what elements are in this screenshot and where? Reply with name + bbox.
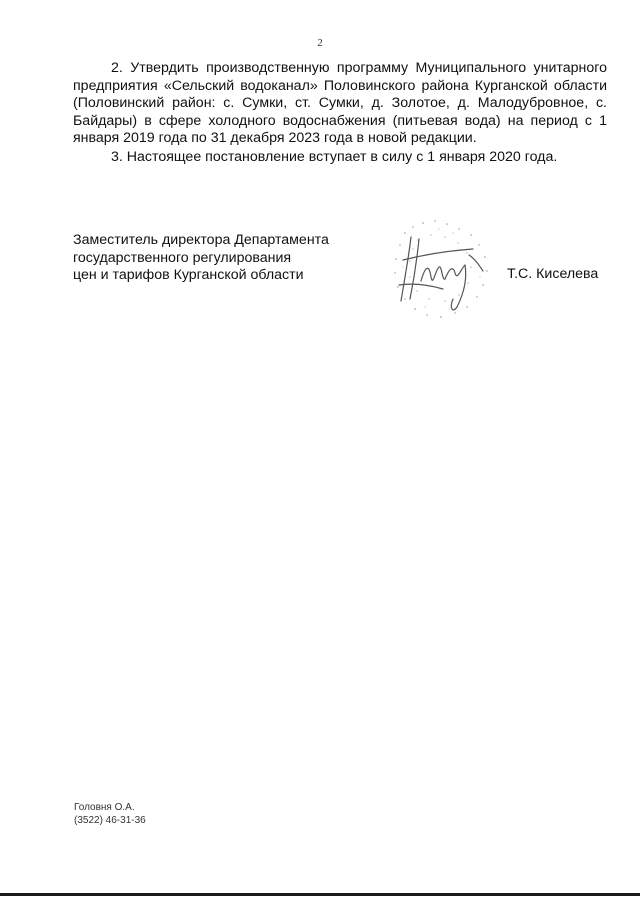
handwritten-signature	[383, 215, 508, 325]
page-number: 2	[317, 37, 323, 49]
paragraph-approve-program: 2. Утвердить производственную программу Муниципального унитарного предприятия «Сельский водоканал» Половинского района Курганской области (Половинский район: с. Сумки, ст. Сумки, д. Золотое, д. Малодубровное, с. Байдары) в сфере холодного водоснабжения (питьевая вода) на период с 1 января 2019 года по 31 декабря 2023 года в новой редакции.	[73, 60, 607, 146]
executor-phone: (3522) 46-31-36	[74, 815, 146, 826]
executor-name: Головня О.А.	[74, 802, 135, 813]
paragraph-effective-date: 3. Настоящее постановление вступает в силу с 1 января 2020 года.	[111, 148, 558, 165]
signatory-title-line: цен и тарифов Курганской области	[73, 267, 304, 283]
signatory-title-line: Заместитель директора Департамента	[73, 232, 329, 248]
body-text	[73, 60, 607, 166]
signature-strokes	[399, 237, 483, 310]
bottom-scan-border	[0, 893, 640, 896]
signatory-name: Т.С. Киселева	[507, 266, 599, 282]
signatory-title	[73, 232, 393, 285]
signatory-title-line: государственного регулирования	[73, 249, 292, 266]
executor-contact	[74, 801, 146, 827]
